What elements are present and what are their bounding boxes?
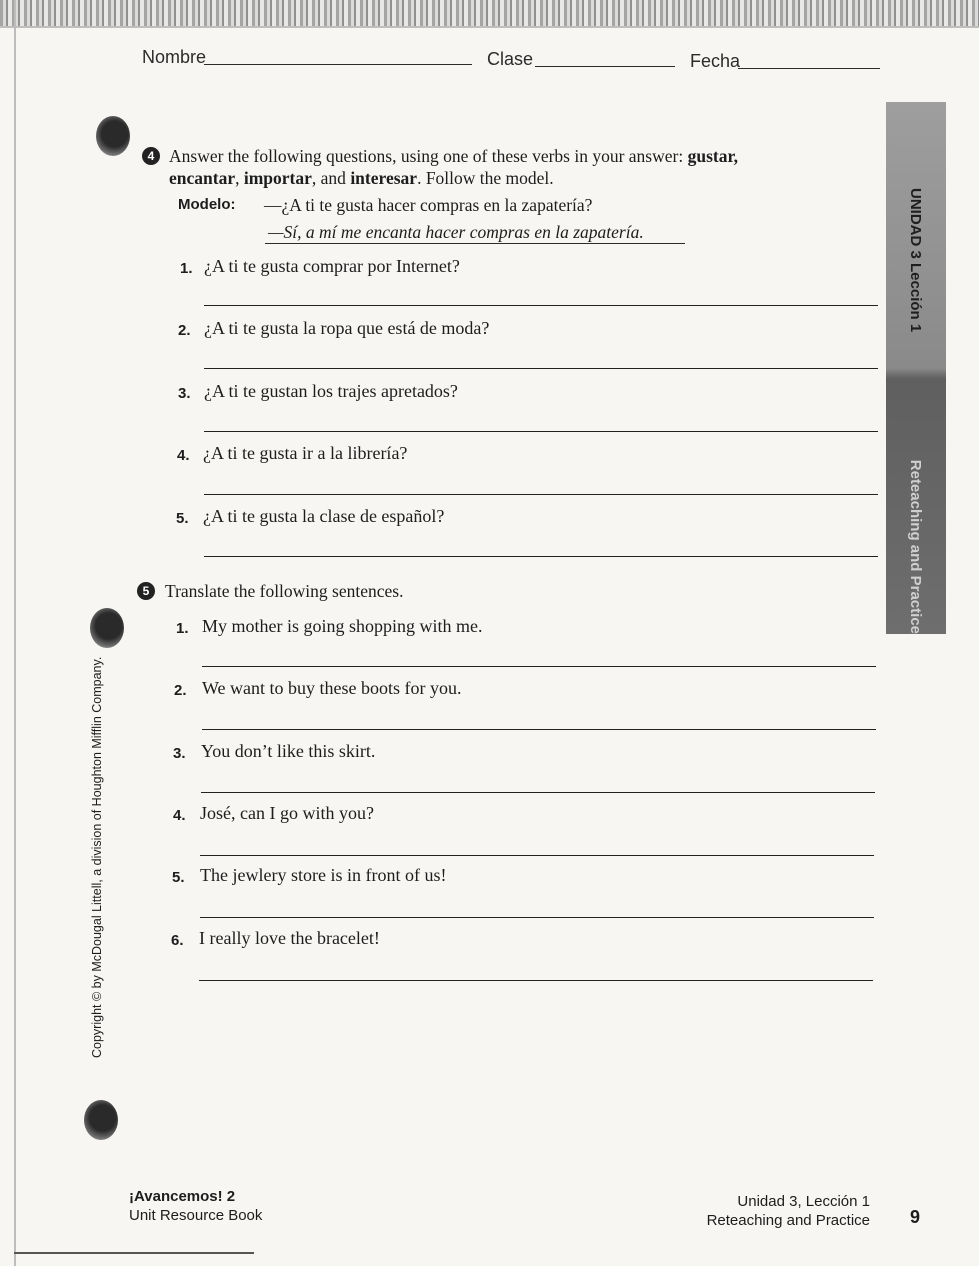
date-field[interactable]: [738, 68, 880, 69]
answer-line-5[interactable]: [204, 556, 878, 557]
class-field[interactable]: [535, 66, 675, 67]
item-number: 2.: [178, 322, 191, 339]
name-label: Nombre: [142, 47, 207, 67]
question-2: ¿A ti te gusta la ropa que está de moda?: [204, 318, 490, 338]
item-number: 5.: [172, 869, 185, 886]
question-4: ¿A ti te gusta ir a la librería?: [203, 443, 408, 463]
item-number: 6.: [171, 932, 184, 949]
punch-hole-icon: [96, 116, 130, 156]
activity-number-badge: 4: [142, 147, 160, 165]
question-1: ¿A ti te gusta comprar por Internet?: [204, 256, 460, 276]
answer-line-11[interactable]: [199, 980, 873, 981]
copyright-notice: Copyright © by McDougal Littell, a division of Houghton Mifflin Company.: [90, 656, 104, 1058]
question-5: ¿A ti te gusta la clase de español?: [203, 506, 445, 526]
sentence-1: My mother is going shopping with me.: [202, 616, 483, 636]
book-title: ¡Avancemos! 2: [129, 1188, 236, 1205]
unit-tab-label: UNIDAD 3 Lección 1: [907, 188, 925, 333]
answer-line-10[interactable]: [200, 917, 874, 918]
punch-hole-icon: [84, 1100, 118, 1140]
class-label: Clase: [487, 49, 534, 69]
page-edge-bottom: [14, 1252, 254, 1254]
model-question: —¿A ti te gusta hacer compras en la zapatería?: [264, 195, 593, 215]
item-number: 4.: [173, 807, 186, 824]
date-label: Fecha: [690, 51, 741, 71]
section-tab: [886, 102, 946, 634]
item-number: 5.: [176, 510, 189, 527]
name-field[interactable]: [204, 64, 472, 65]
activity-number-badge: 5: [137, 582, 155, 600]
item-number: 3.: [178, 385, 191, 402]
page-number: 9: [910, 1207, 921, 1227]
section-tab-label: Reteaching and Practice: [907, 459, 925, 634]
answer-line-7[interactable]: [202, 729, 876, 730]
sentence-5: The jewlery store is in front of us!: [200, 865, 447, 885]
item-number: 1.: [176, 620, 189, 637]
item-number: 2.: [174, 682, 187, 699]
border-rule: [0, 26, 979, 28]
answer-line-9[interactable]: [200, 855, 874, 856]
sentence-3: You don’t like this skirt.: [201, 741, 376, 761]
sentence-4: José, can I go with you?: [200, 803, 374, 823]
book-subtitle: Unit Resource Book: [129, 1207, 263, 1224]
item-number: 1.: [180, 260, 193, 277]
model-label: Modelo:: [178, 196, 236, 213]
question-3: ¿A ti te gustan los trajes apretados?: [204, 381, 458, 401]
punch-hole-icon: [90, 608, 124, 648]
answer-line-6[interactable]: [202, 666, 876, 667]
sentence-6: I really love the bracelet!: [199, 928, 380, 948]
answer-line-2[interactable]: [204, 368, 878, 369]
footer-section: Reteaching and Practice: [706, 1212, 870, 1229]
answer-line-3[interactable]: [204, 431, 878, 432]
model-answer: —Sí, a mí me encanta hacer compras en la zapatería.: [268, 222, 644, 242]
footer-lesson: Unidad 3, Lección 1: [737, 1193, 870, 1210]
answer-line-8[interactable]: [201, 792, 875, 793]
model-underline: [265, 243, 685, 244]
sentence-2: We want to buy these boots for you.: [202, 678, 462, 698]
page-edge: [14, 0, 16, 1266]
activity-4-instructions: Answer the following questions, using one of these verbs in your answer: gustar, encantar, importar, and interesar. Follow the model.: [169, 146, 739, 188]
item-number: 4.: [177, 447, 190, 464]
answer-line-1[interactable]: [204, 305, 878, 306]
decorative-border: [0, 0, 979, 26]
answer-line-4[interactable]: [204, 494, 878, 495]
activity-5-instructions: Translate the following sentences.: [165, 581, 404, 601]
item-number: 3.: [173, 745, 186, 762]
